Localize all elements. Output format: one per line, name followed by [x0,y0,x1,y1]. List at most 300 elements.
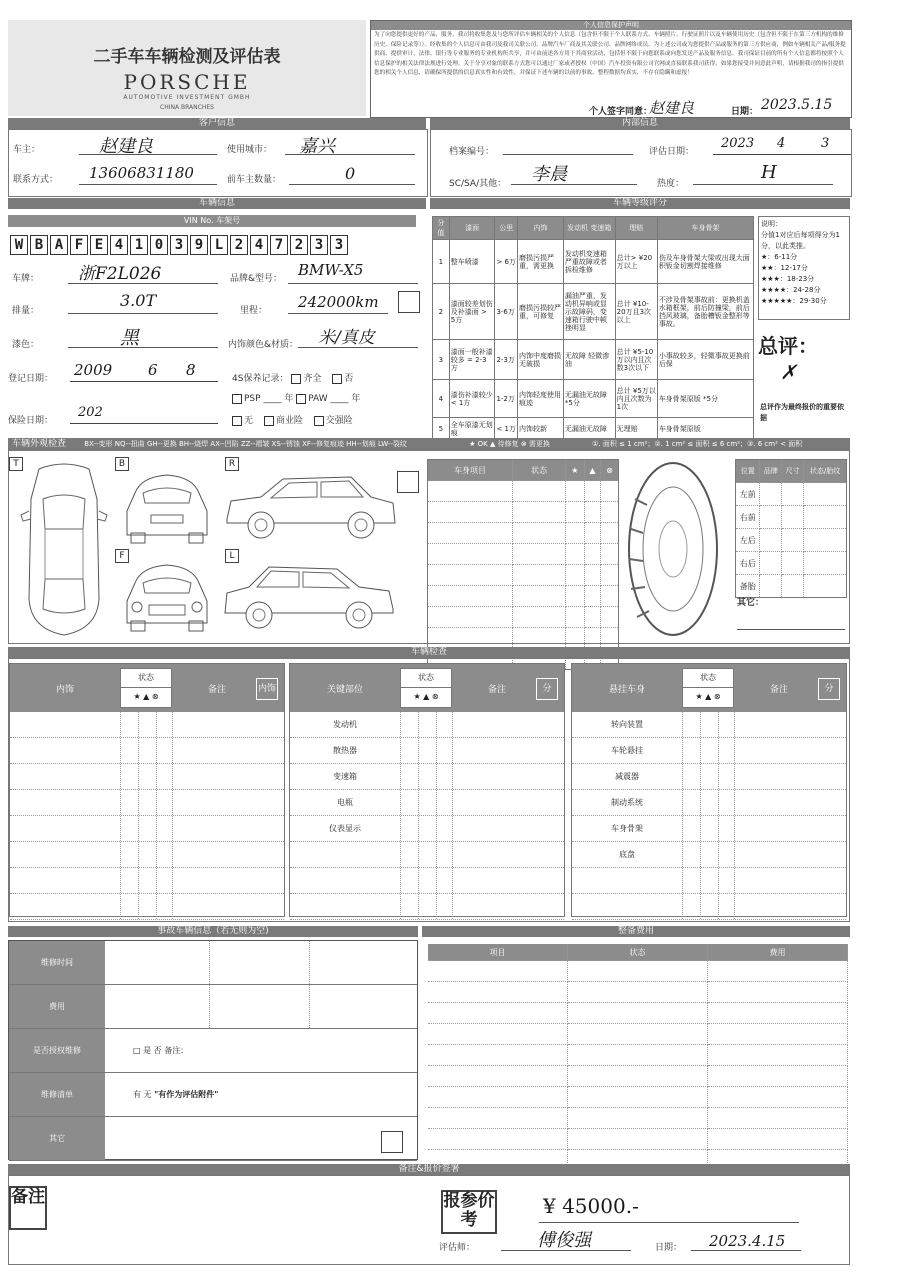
accident-list-options[interactable] [133,1089,218,1100]
grade-cell: 磨损污损严重，需更换 [517,240,563,284]
interior-title: 内饰 [55,685,74,695]
vin-char: A [50,235,68,255]
body-cell[interactable] [513,628,566,649]
body-col-status: 状态 [513,460,566,481]
interior-row[interactable] [10,738,284,764]
prep-cell[interactable] [568,1087,708,1108]
insurance-types: 无 商业险 交强险 [232,413,353,426]
body-cell[interactable] [428,586,513,607]
tire-cell[interactable] [804,575,847,598]
inspection-heading: 车辆检查 [8,647,850,658]
prep-cell[interactable] [568,1066,708,1087]
grade-cell: 无理赔 [615,418,657,440]
accident-row [9,941,417,985]
tire-cell[interactable] [804,552,847,575]
susp-item-label: 车身骨架 [611,824,643,833]
grade-cell: 总计 ¥10-20万且3次以上 [615,284,657,340]
status-legend: ★ OK ▲ 待修复 ⊗ 需更换 [469,440,550,448]
reg-day: 8 [186,361,196,379]
vin-char: L [210,235,228,255]
mileage-check-box[interactable] [398,291,420,313]
exterior-block [8,450,850,644]
note-line: 分值1对应后每项得分为1分，以此类推。 [761,231,840,250]
interior-row[interactable] [10,842,284,868]
prep-row [428,1045,848,1066]
interior-header [10,664,284,712]
plate-label: 车牌： [12,274,40,284]
displacement-label: 排量： [12,306,40,316]
prep-cell[interactable] [568,1129,708,1150]
tire-cell[interactable] [782,506,804,529]
prep-col-header: 项目 [428,944,568,961]
grade-heading: 车辆等级评分 [430,198,850,209]
prep-cell[interactable] [708,1045,848,1066]
prep-cell[interactable] [708,1003,848,1024]
key-row[interactable] [290,816,564,842]
body-cell[interactable] [584,523,601,544]
key-row[interactable] [290,764,564,790]
body-cell[interactable] [566,544,585,565]
summary-mark: ✗ [780,360,797,384]
tire-cell[interactable] [760,552,782,575]
grade-cell: 内饰较新 [517,418,563,440]
page-title: 二手车车辆检测及评估表 [93,47,281,67]
interior-tag: 内饰 [256,678,278,700]
brand-line1: AUTOMOTIVE INVESTMENT GMBH [123,94,251,101]
grade-col-header: 内饰 [517,217,563,240]
key-item-label: 仪表显示 [329,824,361,833]
grade-cell: 2-3万 [495,340,518,380]
prep-row [428,982,848,1003]
grade-col-header: 分值 [433,217,450,240]
have-option[interactable]: 有 [133,1090,141,1099]
prep-cell[interactable] [568,1045,708,1066]
body-row [428,607,619,628]
body-cell[interactable] [566,628,585,649]
note-line: ★★★★★：29-30分 [761,297,827,305]
tire-position: 右后 [736,552,760,575]
prev-owner-value: 0 [345,164,356,183]
tire-other-label: 其它： [737,598,765,608]
psp-paw: PSP ____ 年 PAW ____ 年 [232,391,360,404]
note-line: ★：6-11分 [761,253,798,261]
body-col-tri: ▲ [584,460,601,481]
key-row[interactable] [290,842,564,868]
vin-char: 9 [190,235,208,255]
tire-col-header: 状态/胎纹 [804,460,847,483]
interior-row[interactable] [10,894,284,920]
interior-row[interactable] [10,816,284,842]
prep-row [428,1003,848,1024]
privacy-block [370,20,852,118]
grade-row [433,380,754,418]
body-cell[interactable] [513,544,566,565]
eval-date-label: 评估日期： [649,147,695,157]
body-col-item: 车身项目 [428,460,513,481]
interior-row[interactable] [10,712,284,738]
vin-char: 3 [330,235,348,255]
tire-col-header: 品牌 [760,460,782,483]
susp-item-label: 减震器 [615,772,639,781]
susp-row[interactable] [572,790,846,816]
key-row[interactable] [290,738,564,764]
body-cell[interactable] [428,502,513,523]
exterior-header-bar [8,438,850,450]
grade-col-header: 车身骨架 [657,217,753,240]
vin-char: 3 [170,235,188,255]
body-cell[interactable] [428,544,513,565]
grade-cell: 漆面较差划伤及补漆面 > 5方 [449,284,495,340]
grade-row [433,418,754,440]
body-row [428,565,619,586]
grade-cell: 车身骨架原版 *5分 [657,380,753,418]
body-cell[interactable] [513,502,566,523]
brand-line2: CHINA BRANCHES [160,104,214,111]
susp-item-label: 转向装置 [611,720,643,729]
grade-cell: 3-6万 [495,284,518,340]
vin-boxes [10,235,350,255]
grade-cell: 小事故较多，轻微事故更换前后保 [657,340,753,380]
key-item-label: 电瓶 [337,798,353,807]
quote-date-value: 2023.4.15 [709,1232,786,1250]
title-block [8,20,366,116]
body-cell[interactable] [584,565,601,586]
vehicle-heading: 车辆信息 [8,198,426,209]
prev-owner-label: 前车主数量： [227,175,282,185]
interior-row[interactable] [10,790,284,816]
model-label: 品牌&型号： [230,274,283,284]
interior-status-head [120,668,172,708]
vin-char: 3 [310,235,328,255]
grade-cell: < 1万 [495,418,518,440]
prep-cell[interactable] [708,1108,848,1129]
accident-authorized-options[interactable] [133,1045,188,1056]
accident-other-check-box[interactable] [381,1131,403,1153]
grade-cell: 4 [433,380,450,418]
prep-cell[interactable] [428,1066,568,1087]
vin-char: F [70,235,88,255]
mileage-label: 里程： [240,306,268,316]
body-cell[interactable] [584,586,601,607]
status-label: 状态 [418,673,434,682]
body-col-x: ⊗ [601,460,619,481]
body-row [428,544,619,565]
status-symbols: ★ ▲ ⊗ [683,687,733,706]
grade-col-header: 公里 [495,217,518,240]
internal-heading: 内部信息 [430,118,850,129]
eval-date-month: 4 [777,136,786,151]
prep-col-header: 状态 [568,944,708,961]
susp-header [572,664,846,712]
paint-color-value: 黑 [120,327,140,349]
tire-cell[interactable] [782,529,804,552]
susp-row[interactable] [572,738,846,764]
susp-item-label: 制动系统 [611,798,643,807]
prep-cell[interactable] [568,1024,708,1045]
tire-icon [613,459,733,639]
tire-cell[interactable] [760,483,782,506]
susp-row[interactable] [572,842,846,868]
summary-label: 总评： [758,334,818,358]
grade-cell: 发动机变速箱严重故障或者拆检维修 [563,240,615,284]
prep-cell[interactable] [708,1024,848,1045]
prep-cell[interactable] [428,1129,568,1150]
view-t-label: T [9,457,23,471]
body-cell[interactable] [428,607,513,628]
interior-section [9,663,285,917]
owner-value: 赵建良 [99,136,153,157]
prep-col-header: 费用 [708,944,848,961]
privacy-sign-value: 赵建良 [649,99,695,117]
status-label: 状态 [138,673,154,682]
vin-char: 2 [290,235,308,255]
ins-date-label: 保险日期： [8,416,54,426]
grade-cell: 总计 ¥5-10万以内且次数3次以下 [615,340,657,380]
body-items-table [427,459,619,670]
tire-cell[interactable] [804,483,847,506]
prep-cell[interactable] [568,1108,708,1129]
tire-position: 备胎 [736,575,760,598]
note-title: 说明： [761,220,782,228]
accident-row-label: 是否授权维修 [9,1029,105,1072]
body-cell[interactable] [566,481,585,502]
body-col-star: ★ [566,460,585,481]
tire-row [736,529,847,552]
prep-cell[interactable] [568,1003,708,1024]
interior-row[interactable] [10,868,284,894]
prep-cell[interactable] [568,982,708,1003]
susp-tag: 分 [818,678,840,700]
prep-row [428,1108,848,1129]
prep-cell[interactable] [568,961,708,982]
summary-note: 总评作为最终报价的重要依据 [760,403,844,422]
grade-cell: 3 [433,340,450,380]
susp-row[interactable] [572,816,846,842]
grade-cell: 无故障 轻微渗油 [563,340,615,380]
key-remark-label: 备注 [487,685,506,695]
key-row[interactable] [290,790,564,816]
vin-char: W [10,235,28,255]
interior-remark-label: 备注 [207,685,226,695]
body-row [428,481,619,502]
body-cell[interactable] [566,586,585,607]
accident-row [9,985,417,1029]
grade-cell: > 6万 [495,240,518,284]
tire-position: 右前 [736,506,760,529]
grade-cell: 2 [433,284,450,340]
interior-row[interactable] [10,764,284,790]
body-cell[interactable] [584,502,601,523]
body-cell[interactable] [428,628,513,649]
grade-cell: 总计> ¥20万以上 [615,240,657,284]
reg-month: 6 [148,361,158,379]
customer-block [8,129,428,197]
exterior-check-box[interactable] [397,471,419,493]
tire-position: 左后 [736,529,760,552]
grade-cell: 漆面一般补漆较多 = 2-3方 [449,340,495,380]
exterior-heading: 车辆外观检查 [12,439,67,449]
key-section [289,663,565,917]
tire-row [736,552,847,575]
ref-price-value: ¥ 45000.- [543,1194,639,1218]
body-cell[interactable] [566,502,585,523]
quote-heading: 备注&报价签署 [8,1164,850,1175]
accident-remark: 备注： [164,1046,189,1055]
grade-cell: 车身骨架原版 [657,418,753,440]
interior-label: 内饰颜色&材质： [228,340,299,350]
prep-cell[interactable] [428,1045,568,1066]
prep-cell[interactable] [708,1066,848,1087]
body-cell[interactable] [513,523,566,544]
vin-char: 7 [270,235,288,255]
yes-option[interactable]: □ 是 [133,1046,152,1055]
grade-row [433,340,754,380]
body-cell[interactable] [428,481,513,502]
grade-cell: 整车喷漆 [449,240,495,284]
customer-heading: 客户信息 [8,118,426,129]
internal-block [430,129,852,197]
note-line: ★★★★：24-28分 [761,286,821,294]
vehicle-block [8,209,426,435]
note-line: ★★★：18-23分 [761,275,815,283]
body-cell[interactable] [584,628,601,649]
body-cell[interactable] [566,565,585,586]
body-cell[interactable] [513,586,566,607]
vin-char: 0 [150,235,168,255]
prep-cell[interactable] [708,982,848,1003]
prep-row [428,1129,848,1150]
prep-cost-table [428,944,848,1171]
key-row[interactable] [290,894,564,920]
view-f-label: F [115,549,129,563]
prep-cell[interactable] [708,1087,848,1108]
prep-cell[interactable] [428,1024,568,1045]
prep-cell[interactable] [708,961,848,982]
grade-cell: 漆伤补漆较少 < 1方 [449,380,495,418]
privacy-sign-label: 个人签字同意： [589,107,653,117]
key-row[interactable] [290,868,564,894]
body-cell[interactable] [428,565,513,586]
vin-char: B [30,235,48,255]
prep-cell[interactable] [428,982,568,1003]
prep-row [428,961,848,982]
tire-cell[interactable] [760,506,782,529]
privacy-date-value: 2023.5.15 [761,97,833,113]
privacy-text: 为了向您提供更好的产品、服务，我司将收集您及与您所评估车辆相关的个人信息（包含但不限于个人联系方式、车辆照片、行驶证照片以及车辆使用历史（包含但不限于在第三方机构的维修历史、保险记录等））。经收集的个人信息可由我司及我司关联公司、品牌汽车厂商及其关联公司、品牌网络成员、为上述公司或为您提供产品或服务的第三方供应商，例如车辆相关产品/服务提供商、提供审计、法律、银行等专业服务的专业机构所共享，并可由前述各方用于其商业活动，包括但不限于向您联系或向您发送产品及服务信息。我司保证目前的所有个人信息都将按照个人信息保护的相关法律法规进行处理。关于分享对象的联系方式您可以通过厂家或者授权（中国）汽车投资有限公司官网或直接联系我司获得。如果您接受并同意此声明，请根据我司的指引提供您的相关个人信息，请确保所提供的信息真实性和有效性，并保证下述车辆的以前的事故、整程数据均真实，不存在隐瞒和虚报！ [374,32,846,77]
vin-char: 1 [130,235,148,255]
tire-cell[interactable] [804,506,847,529]
susp-section [571,663,847,917]
susp-row[interactable] [572,712,846,738]
grade-col-header: 理赔 [615,217,657,240]
body-cell[interactable] [513,481,566,502]
grade-note [758,216,850,320]
grade-cell: 伤及车身骨架大梁或出现大面积钣金切割焊接维修 [657,240,753,284]
file-no-label: 档案编号： [449,147,495,157]
tire-cell[interactable] [760,529,782,552]
attach-note: "有作为评估附件" [154,1090,219,1099]
paint-color-label: 漆色： [12,340,40,350]
plate-value: 浙F2L026 [78,264,162,284]
status-symbols: ★ ▲ ⊗ [401,687,451,706]
ref-price-big-label: 报参价考 [441,1190,497,1234]
interior-value: 米/真皮 [318,328,375,348]
status-symbols: ★ ▲ ⊗ [121,687,171,706]
body-cell[interactable] [584,607,601,628]
prep-cell[interactable] [428,1108,568,1129]
car-left-view [221,561,399,635]
grade-col-header: 发动机 变速箱 [563,217,615,240]
not-have-option[interactable]: 无 [143,1090,152,1099]
city-label: 使用城市： [227,145,273,155]
body-cell[interactable] [513,565,566,586]
prep-cell[interactable] [428,1087,568,1108]
body-cell[interactable] [566,607,585,628]
view-r-label: R [225,457,239,471]
body-cell[interactable] [566,523,585,544]
inspection-block [8,658,850,922]
car-right-view [221,471,399,545]
prep-cell[interactable] [428,1003,568,1024]
quote-date-label: 日期： [655,1243,683,1253]
ins-year: 202 [78,405,103,420]
body-cell[interactable] [584,544,601,565]
key-header [290,664,564,712]
grade-cell: 不涉及骨架事故前：更换机盖水箱框架，前后防撞梁，前后挡风玻璃，备胎槽钣金整形等事故。 [657,284,753,340]
area-legend: ①. 面积 ≤ 1 cm²；②. 1 cm² ≤ 面积 ≤ 6 cm²；③. 6 cm² < 面积 [592,440,803,448]
s4-label: 4S保养记录： 齐全 否 [232,374,354,384]
accident-row-label: 费用 [9,985,105,1028]
tire-col-header: 尺寸 [782,460,804,483]
prep-cell[interactable] [708,1129,848,1150]
tire-cell[interactable] [782,483,804,506]
key-item-label: 发动机 [333,720,357,729]
model-value: BMW-X5 [298,261,364,279]
vin-char: 4 [250,235,268,255]
eval-date-year: 2023 [721,136,755,151]
body-cell[interactable] [428,523,513,544]
susp-row[interactable] [572,894,846,920]
accident-row [9,1029,417,1073]
tire-cell[interactable] [782,552,804,575]
key-title: 关键部位 [326,685,363,695]
tire-cell[interactable] [804,529,847,552]
prep-cell[interactable] [428,961,568,982]
brand-logo: PORSCHE [123,70,251,94]
prep-row [428,1087,848,1108]
key-tag: 分 [536,678,558,700]
grade-cell: 内饰轻度使用痕迹 [517,380,563,418]
susp-title: 悬挂车身 [608,685,645,695]
no-option[interactable]: 否 [153,1046,162,1055]
car-front-view [121,561,213,635]
grade-cell: 无漏油无故障 *5分 [563,380,615,418]
key-row[interactable] [290,712,564,738]
body-cell[interactable] [584,481,601,502]
grade-cell: 内饰中度磨损无破损 [517,340,563,380]
body-row [428,502,619,523]
mileage-value: 242000km [298,293,379,311]
tire-col-header: 位置 [736,460,760,483]
evaluator-value: 傅俊强 [537,1230,591,1251]
body-cell[interactable] [513,607,566,628]
susp-row[interactable] [572,764,846,790]
susp-item-label: 底盘 [619,850,635,859]
accident-row-label: 维修时间 [9,941,105,984]
susp-row[interactable] [572,868,846,894]
tire-cell[interactable] [782,575,804,598]
sc-label: SC/SA/其他： [449,179,507,189]
